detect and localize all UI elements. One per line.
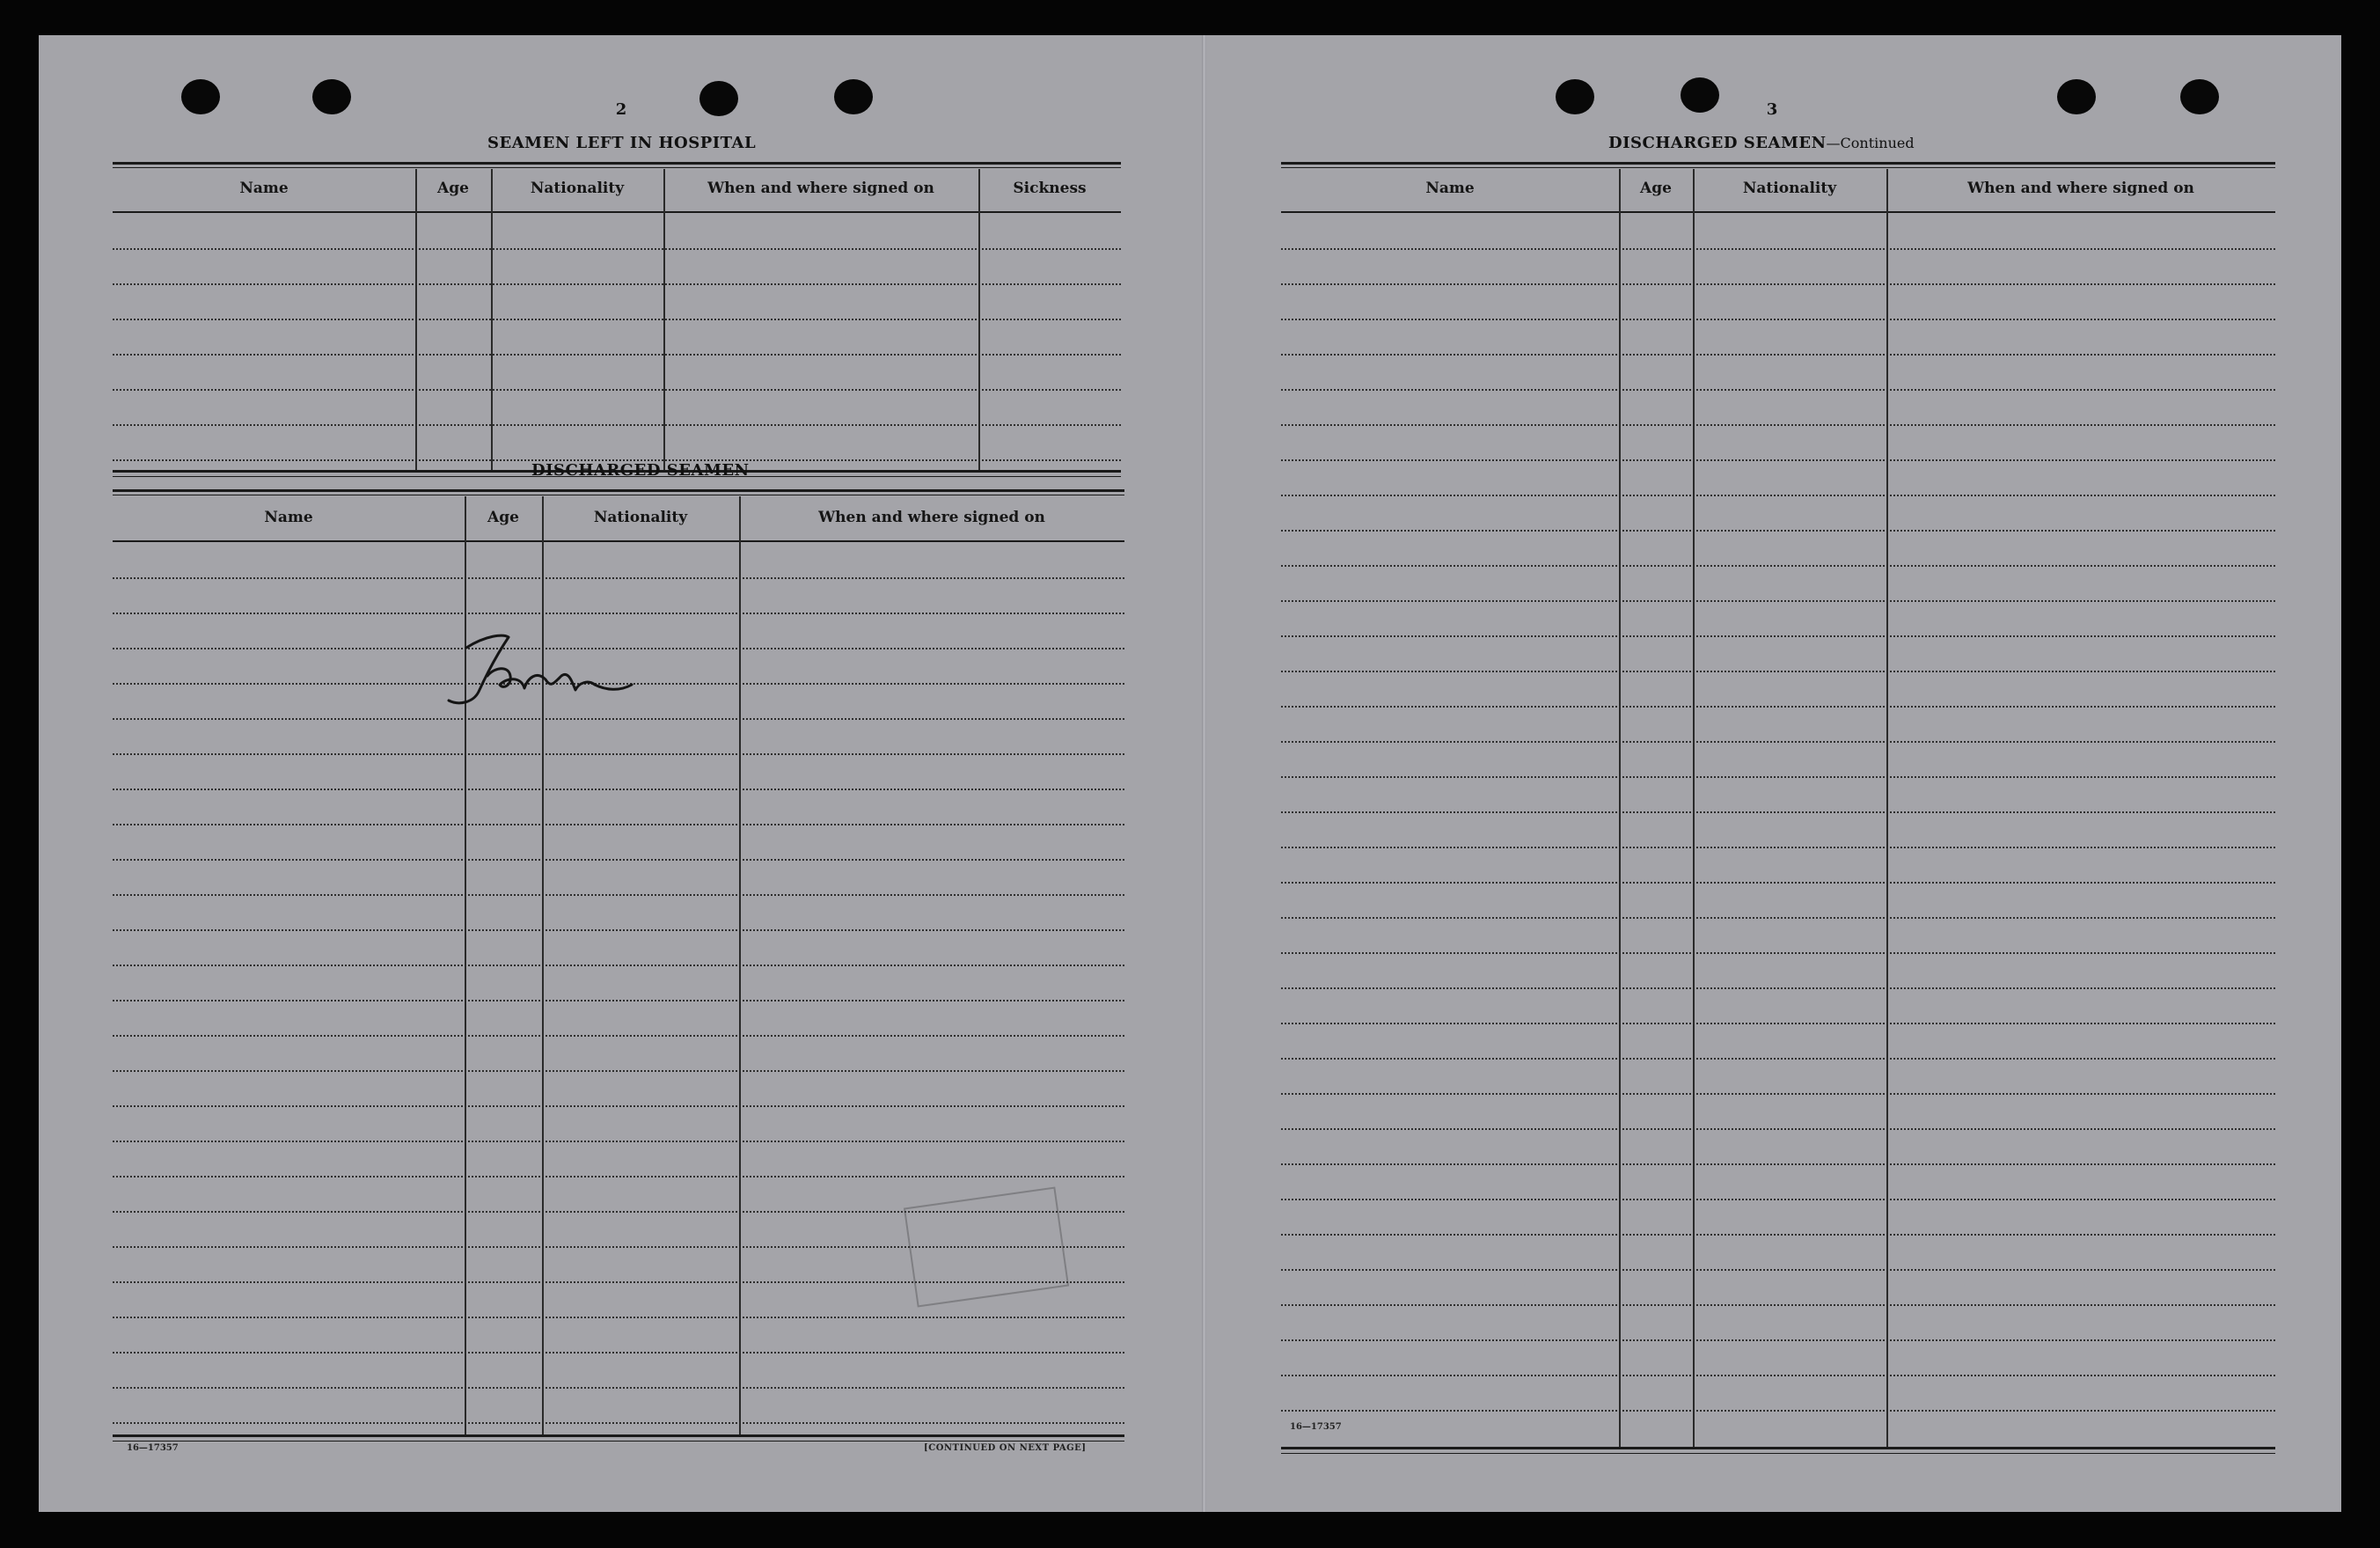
punch-hole [2057, 79, 2096, 114]
ruled-line [1281, 847, 2275, 848]
ruled-line [1281, 635, 2275, 637]
column-header-signed-on: When and where signed on [707, 180, 934, 197]
punch-hole [699, 81, 738, 116]
top-rule-thin [113, 167, 1121, 168]
column-divider [1693, 169, 1695, 1447]
discharged-table-right [1281, 162, 2275, 1475]
ruled-line [113, 1422, 1124, 1424]
ruled-line [113, 1387, 1124, 1389]
ruled-line [113, 789, 1124, 790]
ruled-line [1281, 424, 2275, 426]
column-header-name: Name [1425, 180, 1475, 197]
discharged-section-title: DISCHARGED SEAMEN [531, 461, 750, 480]
ruled-line [113, 1000, 1124, 1001]
ruled-line [113, 1141, 1124, 1142]
punch-hole [1556, 79, 1594, 114]
ruled-line [1281, 1375, 2275, 1376]
left-form-number: 16—17357 [127, 1443, 179, 1453]
ruled-line [113, 1317, 1124, 1318]
column-header-name: Name [239, 180, 289, 197]
ruled-line [1281, 283, 2275, 285]
ruled-line [1281, 917, 2275, 919]
faint-stamp [904, 1186, 1069, 1307]
ruled-line [113, 929, 1124, 931]
column-divider [978, 169, 980, 470]
top-rule-thin [1281, 167, 2275, 168]
hospital-section-title: SEAMEN LEFT IN HOSPITAL [487, 134, 757, 152]
ruled-line [1281, 495, 2275, 496]
ruled-line [113, 824, 1124, 825]
ruled-line [1281, 1128, 2275, 1130]
ruled-line [1281, 1199, 2275, 1200]
top-rule [113, 489, 1124, 492]
punch-hole [1681, 77, 1719, 113]
column-divider [663, 169, 665, 470]
continued-note: [CONTINUED ON NEXT PAGE] [924, 1443, 1087, 1453]
bottom-rule [113, 1434, 1124, 1437]
ruled-line [1281, 565, 2275, 567]
left-page-number: 2 [615, 100, 627, 119]
handwritten-mark [433, 627, 679, 723]
right-page-number: 3 [1766, 100, 1778, 119]
ruled-line [1281, 319, 2275, 320]
ruled-line [1281, 671, 2275, 672]
ruled-line [113, 894, 1124, 896]
bottom-rule-thin [113, 1441, 1124, 1442]
ruled-line [1281, 987, 2275, 989]
ruled-line [1281, 741, 2275, 743]
column-divider [739, 496, 741, 1434]
column-header-age: Age [487, 509, 519, 526]
ruled-line [1281, 354, 2275, 356]
ruled-line [113, 965, 1124, 966]
ruled-line [113, 577, 1124, 579]
center-fold [1202, 35, 1206, 1512]
header-rule [113, 540, 1124, 542]
ruled-line [113, 1352, 1124, 1354]
column-header-nationality: Nationality [593, 509, 688, 526]
header-rule [113, 211, 1121, 213]
ruled-line [113, 283, 1121, 285]
ruled-line [1281, 706, 2275, 708]
ruled-line [1281, 882, 2275, 884]
ruled-line [113, 424, 1121, 426]
column-header-nationality: Nationality [530, 180, 625, 197]
column-divider [1886, 169, 1888, 1447]
punch-hole [312, 79, 351, 114]
ruled-line [113, 389, 1121, 391]
ruled-line [113, 753, 1124, 755]
ruled-line [113, 1105, 1124, 1107]
header-rule [1281, 211, 2275, 213]
ruled-line [1281, 1339, 2275, 1341]
ruled-line [1281, 1234, 2275, 1236]
column-header-sickness: Sickness [1013, 180, 1087, 197]
column-divider [491, 169, 493, 470]
right-form-number: 16—17357 [1290, 1422, 1342, 1432]
bottom-rule [1281, 1447, 2275, 1449]
ruled-line [1281, 1093, 2275, 1095]
punch-hole [181, 79, 220, 114]
ruled-line [1281, 530, 2275, 532]
ruled-line [1281, 389, 2275, 391]
bottom-rule-thin [1281, 1453, 2275, 1454]
column-header-age: Age [437, 180, 469, 197]
ruled-line [1281, 952, 2275, 954]
ruled-line [1281, 248, 2275, 250]
ruled-line [1281, 459, 2275, 461]
top-rule [1281, 162, 2275, 165]
column-header-name: Name [264, 509, 313, 526]
column-header-age: Age [1640, 180, 1672, 197]
column-divider [415, 169, 417, 470]
column-header-nationality: Nationality [1742, 180, 1837, 197]
ruled-line [113, 1035, 1124, 1037]
column-header-signed-on: When and where signed on [818, 509, 1045, 526]
right-section-title [1608, 134, 1915, 152]
punch-hole [834, 79, 873, 114]
ruled-line [113, 613, 1124, 614]
column-divider [1619, 169, 1621, 1447]
right-section-title-suffix: —Continued [1826, 135, 1915, 151]
ruled-line [1281, 1163, 2275, 1165]
punch-hole [2180, 79, 2219, 114]
ruled-line [1281, 600, 2275, 602]
ruled-line [113, 859, 1124, 861]
right-section-title-text: DISCHARGED SEAMEN [1608, 134, 1827, 152]
ruled-line [1281, 1269, 2275, 1271]
ruled-line [1281, 1058, 2275, 1060]
ruled-line [1281, 1023, 2275, 1024]
top-rule [113, 162, 1121, 165]
manifest-sheet [39, 35, 2341, 1512]
column-header-signed-on: When and where signed on [1967, 180, 2194, 197]
ruled-line [113, 319, 1121, 320]
ruled-line [113, 354, 1121, 356]
ruled-line [113, 248, 1121, 250]
ruled-line [1281, 1410, 2275, 1412]
ruled-line [1281, 811, 2275, 813]
ruled-line [113, 1070, 1124, 1072]
ruled-line [1281, 776, 2275, 778]
ruled-line [113, 1176, 1124, 1178]
ruled-line [1281, 1304, 2275, 1306]
hospital-table [113, 162, 1121, 435]
